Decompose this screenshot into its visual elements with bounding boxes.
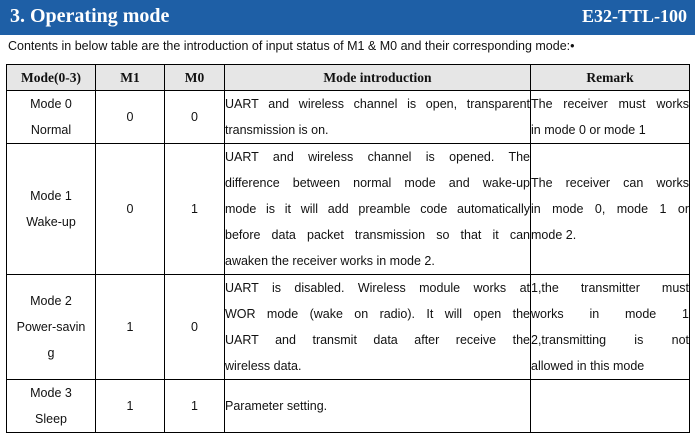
m1-cell: 0 — [96, 144, 165, 275]
mode-line: Normal — [30, 123, 72, 137]
column-header-mode-introduction: Mode introduction — [225, 65, 531, 91]
m0-cell: 1 — [165, 144, 225, 275]
table-row — [7, 380, 690, 433]
remark-line: 2,transmitting is not — [531, 333, 689, 347]
m1-cell: 1 — [96, 275, 165, 380]
intro-cell — [225, 144, 531, 275]
model-name: E32-TTL-100 — [581, 6, 687, 26]
section-header — [0, 0, 695, 35]
remark-line: in mode 0 or mode 1 — [531, 123, 646, 137]
intro-cell — [225, 91, 531, 144]
remark-line: allowed in this mode — [531, 359, 645, 373]
remark-cell — [531, 275, 690, 380]
intro-text: Contents in below table are the introduction of input status of M1 & M0 and their corresponding mode:• — [8, 39, 575, 53]
intro-line: UART and wireless channel is opened. The — [225, 150, 530, 164]
column-header-m0: M0 — [165, 65, 225, 91]
column-header-m1: M1 — [96, 65, 165, 91]
mode-line: Mode 2 — [30, 294, 72, 308]
intro-line: WOR mode (wake on radio). It will open the — [225, 307, 530, 321]
m0-cell: 0 — [165, 275, 225, 380]
intro-line: UART and transmit data after receive the — [225, 333, 530, 347]
remark-line: mode 2. — [531, 228, 577, 242]
mode-line: Power-savin — [16, 320, 86, 334]
m1-cell: 1 — [96, 380, 165, 433]
intro-cell — [225, 275, 531, 380]
intro-line: mode is it will add preamble code automatically — [225, 202, 530, 216]
mode-line: Wake-up — [26, 215, 76, 229]
mode-line: Mode 3 — [30, 386, 72, 400]
table-header-row — [7, 65, 690, 91]
mode-cell — [7, 275, 96, 380]
remark-line: The receiver must works — [531, 97, 689, 111]
mode-line: g — [47, 346, 55, 360]
mode-cell — [7, 144, 96, 275]
column-header-mode: Mode(0-3) — [7, 65, 96, 91]
m0-cell: 1 — [165, 380, 225, 433]
m1-cell: 0 — [96, 91, 165, 144]
mode-cell — [7, 380, 96, 433]
remark-line: The receiver can works — [531, 176, 689, 190]
intro-cell — [225, 380, 531, 433]
intro-line: wireless data. — [225, 359, 302, 373]
intro-line: UART is disabled. Wireless module works at — [225, 281, 530, 295]
remark-line: works in mode 1 — [531, 307, 689, 321]
intro-line: UART and wireless channel is open, transparent — [225, 97, 530, 111]
remark-cell — [531, 380, 690, 433]
remark-line: 1,the transmitter must — [531, 281, 689, 295]
column-header-remark: Remark — [531, 65, 690, 91]
mode-line: Sleep — [35, 412, 67, 426]
mode-cell — [7, 91, 96, 144]
intro-line: transmission is on. — [225, 123, 329, 137]
section-title: 3. Operating mode — [10, 5, 170, 27]
remark-cell — [531, 144, 690, 275]
mode-line: Mode 0 — [30, 97, 72, 111]
remark-line: in mode 0, mode 1 or — [531, 202, 689, 216]
mode-line: Mode 1 — [30, 189, 72, 203]
intro-line: difference between normal mode and wake-up — [225, 176, 530, 190]
table-row — [7, 91, 690, 144]
remark-cell — [531, 91, 690, 144]
operating-mode-table — [6, 64, 690, 433]
table-row — [7, 275, 690, 380]
intro-line: Parameter setting. — [225, 399, 328, 413]
m0-cell: 0 — [165, 91, 225, 144]
intro-line: awaken the receiver works in mode 2. — [225, 254, 435, 268]
intro-line: before data packet transmission so that it can — [225, 228, 530, 242]
table-row — [7, 144, 690, 275]
